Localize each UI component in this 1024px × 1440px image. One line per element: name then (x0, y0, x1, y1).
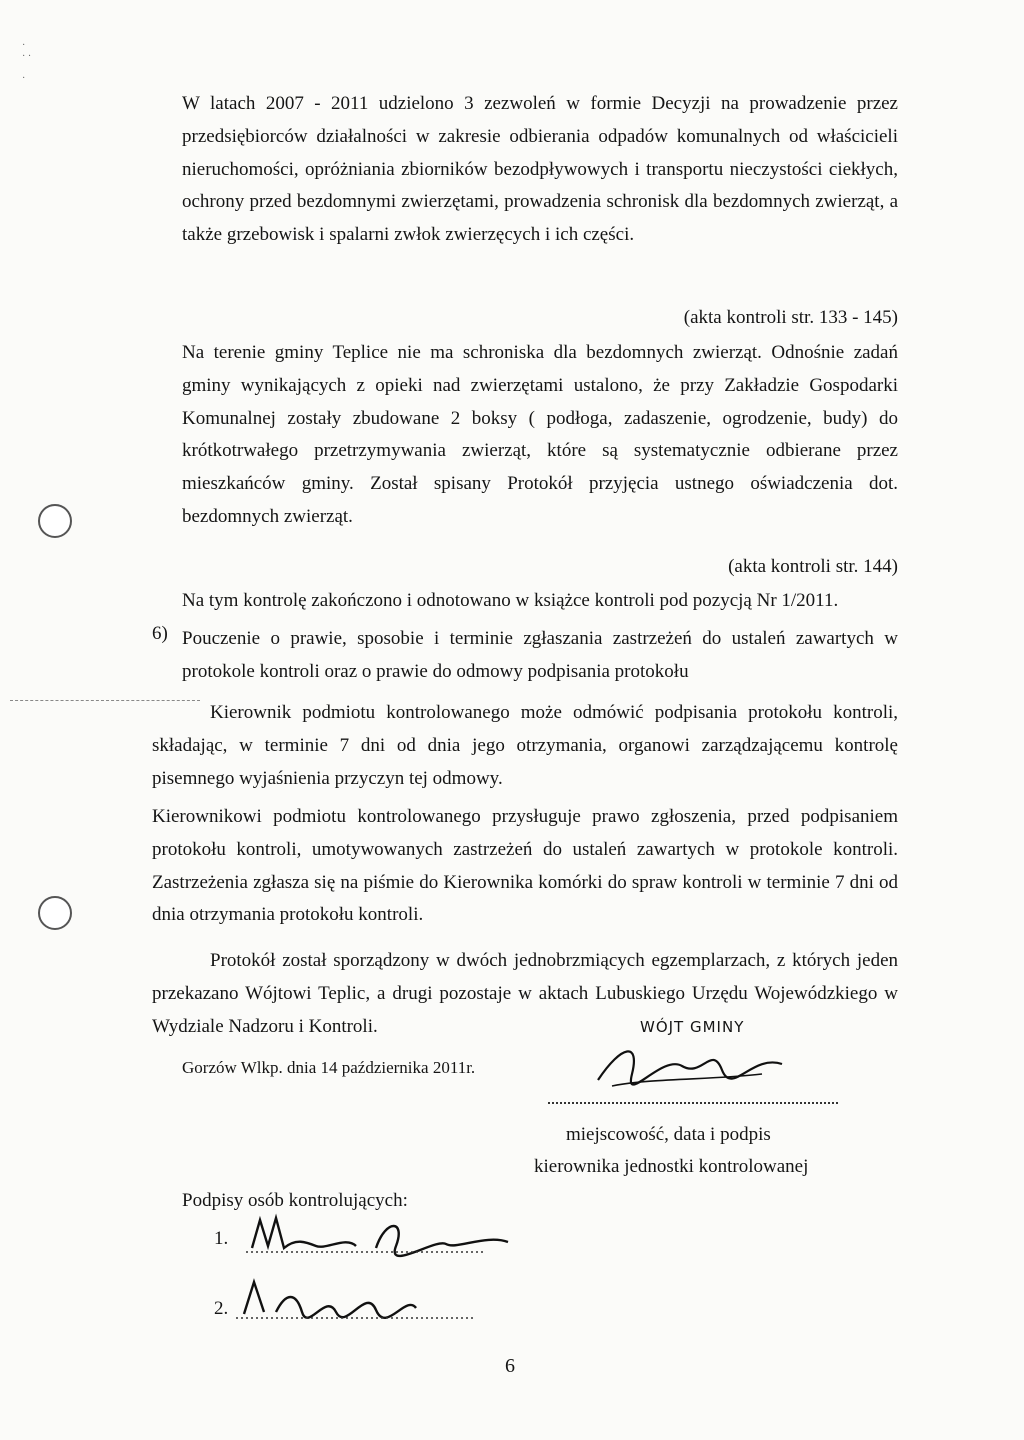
inspector-signature-2 (236, 1272, 486, 1327)
caption-place: miejscowość, data i podpis (566, 1124, 771, 1145)
head-signature-line (548, 1102, 838, 1104)
punch-hole-top (38, 504, 72, 538)
paragraph-copies-text: Protokół został sporządzony w dwóch jednobrzmiących egzemplarzach, z których jeden przekazano Wójtowi Teplic, a drugi pozostaje w aktach Lubuskiego Urzędu Wojewódzkiego w Wydziale Nadzoru i Kontroli. (152, 950, 898, 1037)
paragraph-copies (152, 945, 898, 1043)
signature-scribble-icon (236, 1272, 486, 1322)
inspector-number: 2. (214, 1298, 229, 1319)
closing-line: Na tym kontrolę zakończono i odnotowano w książce kontroli pod pozycją Nr 1/2011. (182, 590, 839, 611)
inspectors-label: Podpisy osób kontrolujących: (182, 1190, 408, 1211)
point-number: 6) (152, 623, 168, 644)
point-heading: Pouczenie o prawie, sposobie i terminie zgłaszania zastrzeżeń do ustaleń zawartych w protokole kontroli oraz o prawie do odmowy podpisania protokołu (182, 628, 898, 682)
stamp-signature (592, 1034, 792, 1099)
stamp-title: WÓJT GMINY (640, 1018, 745, 1036)
inspector-signature-1 (246, 1208, 516, 1263)
reference-1: (akta kontroli str. 133 - 145) (683, 307, 898, 328)
inspector-row-1 (214, 1228, 228, 1250)
inspector-row-2 (214, 1298, 228, 1320)
paragraph-permits: W latach 2007 - 2011 udzielono 3 zezwoleń w formie Decyzji na prowadzenie przez przedsiębiorców działalności w zakresie odbierania odpadów komunalnych od właścicieli nieruchomości, opróżniania zbiorników bezodpływowych i transportu nieczystości ciekłych, ochrony przed bezdomnymi zwierzętami, prowadzenia schronisk dla bezdomnych zwierząt, a także grzebowisk i spalarni zwłok zwierzęcych i ich części. (182, 93, 898, 246)
paragraph-shelter: Na terenie gminy Teplice nie ma schroniska dla bezdomnych zwierząt. Odnośnie zadań gminy wynikających z opieki nad zwierzętami ustalono, że przy Zakładzie Gospodarki Komunalnej zostały zbudowane 2 boksy ( podłoga, zadaszenie, ogrodzenie, budy) do krótkotrwałego przetrzymywania zwierząt, które są systematycznie odbierane przez mieszkańców gminy. Został spisany Protokół przyjęcia ustnego oświadczenia dot. bezdomnych zwierząt. (182, 342, 898, 527)
place-date: Gorzów Wlkp. dnia 14 października 2011r. (182, 1058, 476, 1077)
punch-hole-bottom (38, 896, 72, 930)
paragraph-refusal: Kierownik podmiotu kontrolowanego może odmówić podpisania protokołu kontroli, składając, w terminie 7 dni od dnia jego otrzymania, organowi zarządzającemu kontrolę pisemnego wyjaśnienia przyczyn tej odmowy. (152, 702, 898, 789)
scan-specks: · · · · (22, 40, 32, 84)
caption-head: kierownika jednostki kontrolowanej (534, 1156, 809, 1177)
inspector-number: 1. (214, 1228, 229, 1249)
signature-scribble-icon (592, 1034, 792, 1094)
signature-scribble-icon (246, 1208, 516, 1258)
page-number: 6 (505, 1355, 515, 1377)
reference-2: (akta kontroli str. 144) (728, 556, 898, 577)
paragraph-objections: Kierownikowi podmiotu kontrolowanego przysługuje prawo zgłoszenia, przed podpisaniem protokołu kontroli, umotywowanych zastrzeżeń do ustaleń zawartych w protokole kontroli. Zastrzeżenia zgłasza się na piśmie do Kierownika komórki do spraw kontroli w terminie 7 dni od dnia otrzymania protokołu kontroli. (152, 806, 898, 926)
